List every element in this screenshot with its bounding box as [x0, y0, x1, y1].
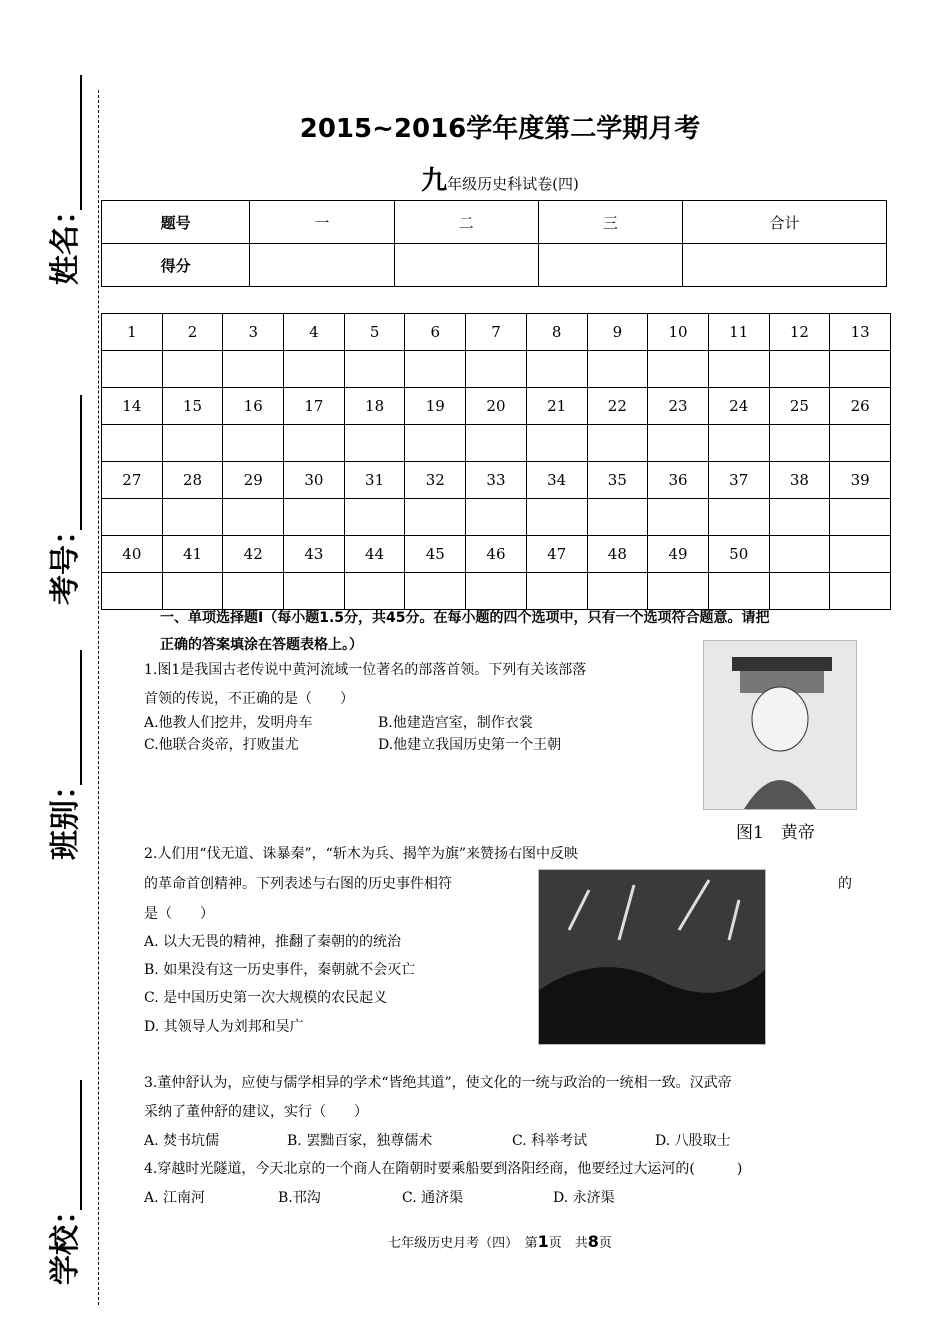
answer-number-cell: 35: [587, 462, 648, 499]
answer-number-cell: 3: [223, 314, 284, 351]
q3-option-b: B. 罢黜百家，独尊儒术: [287, 1133, 433, 1149]
answer-number-row: [102, 462, 891, 499]
answer-number-cell: 30: [284, 462, 345, 499]
answer-number-cell: 37: [708, 462, 769, 499]
grade-number: 九: [421, 166, 448, 196]
answer-number-cell: 38: [769, 462, 830, 499]
score-table: [101, 200, 887, 287]
score-table-header-row: [102, 201, 887, 244]
answer-blank-cell[interactable]: [102, 425, 163, 462]
class-label: 班别：: [48, 770, 83, 860]
answer-number-cell: 28: [162, 462, 223, 499]
answer-blank-cell[interactable]: [344, 499, 405, 536]
answer-blank-row: [102, 351, 891, 388]
q1-option-b: B.他建造宫室，制作衣裳: [378, 715, 533, 731]
score-cell-2[interactable]: [394, 244, 538, 287]
answer-number-cell: 48: [587, 536, 648, 573]
answer-blank-row: [102, 499, 891, 536]
exam-no-underline: [80, 395, 82, 530]
answer-blank-cell[interactable]: [769, 573, 830, 610]
answer-number-cell: 5: [344, 314, 405, 351]
answer-number-cell: 32: [405, 462, 466, 499]
answer-number-cell: 14: [102, 388, 163, 425]
answer-blank-cell[interactable]: [284, 499, 345, 536]
answer-blank-cell[interactable]: [466, 351, 527, 388]
q2-stem-line2: 的革命首创精神。下列表述与右图的历史事件相符: [144, 876, 452, 892]
answer-blank-cell[interactable]: [162, 573, 223, 610]
figure-2-uprising-scene: [538, 869, 766, 1045]
binding-dashed-line: [98, 90, 99, 1305]
answer-number-cell: 36: [648, 462, 709, 499]
answer-blank-cell[interactable]: [223, 351, 284, 388]
answer-number-cell: 16: [223, 388, 284, 425]
answer-number-cell: 27: [102, 462, 163, 499]
answer-number-cell: 6: [405, 314, 466, 351]
score-col-total: 合计: [683, 201, 887, 244]
page-title: 2015~2016学年度第二学期月考: [299, 114, 701, 144]
answer-number-cell: 45: [405, 536, 466, 573]
answer-blank-cell[interactable]: [223, 573, 284, 610]
answer-number-cell: 34: [526, 462, 587, 499]
answer-blank-cell[interactable]: [830, 351, 891, 388]
answer-blank-cell[interactable]: [405, 499, 466, 536]
school-label: 学校：: [48, 1195, 83, 1285]
answer-number-cell: 29: [223, 462, 284, 499]
footer-page-number: 1: [537, 1232, 549, 1251]
q3-option-c: C. 科举考试: [512, 1133, 588, 1149]
answer-blank-cell[interactable]: [587, 573, 648, 610]
answer-number-cell: 39: [830, 462, 891, 499]
q2-option-a: A. 以大无畏的精神，推翻了秦朝的的统治: [144, 934, 402, 950]
uprising-drawing: [539, 870, 765, 1044]
subtitle-rest: 年级历史科试卷(四): [447, 175, 579, 193]
q4-option-b: B.邗沟: [278, 1190, 321, 1206]
exam-no-label: 考号：: [48, 515, 83, 605]
answer-number-cell: 4: [284, 314, 345, 351]
answer-number-cell: 17: [284, 388, 345, 425]
answer-number-cell: 42: [223, 536, 284, 573]
answer-table: [101, 313, 891, 610]
answer-number-cell: 49: [648, 536, 709, 573]
answer-blank-cell[interactable]: [344, 351, 405, 388]
answer-number-cell: 40: [102, 536, 163, 573]
answer-number-cell: [830, 536, 891, 573]
footer-prefix: 七年级历史月考（四） 第: [388, 1236, 538, 1251]
answer-blank-cell[interactable]: [223, 425, 284, 462]
answer-blank-cell[interactable]: [708, 425, 769, 462]
answer-blank-cell[interactable]: [526, 351, 587, 388]
answer-number-cell: [769, 536, 830, 573]
answer-number-cell: 11: [708, 314, 769, 351]
answer-number-cell: 9: [587, 314, 648, 351]
answer-number-cell: 10: [648, 314, 709, 351]
answer-number-cell: 8: [526, 314, 587, 351]
answer-number-row: [102, 388, 891, 425]
answer-blank-cell[interactable]: [769, 499, 830, 536]
score-col-label: 题号: [102, 201, 250, 244]
answer-blank-row: [102, 573, 891, 610]
answer-number-cell: 23: [648, 388, 709, 425]
q3-stem-line1: 3.董仲舒认为，应使与儒学相异的学术“皆绝其道”，使文化的一统与政治的一统相一致。汉武帝: [144, 1075, 732, 1091]
answer-blank-cell[interactable]: [526, 499, 587, 536]
answer-number-cell: 43: [284, 536, 345, 573]
answer-blank-cell[interactable]: [405, 425, 466, 462]
section1-instructions-line2: 正确的答案填涂在答题表格上。）: [160, 637, 363, 653]
answer-number-cell: 24: [708, 388, 769, 425]
school-underline: [80, 1080, 82, 1210]
answer-blank-cell[interactable]: [102, 499, 163, 536]
answer-number-cell: 15: [162, 388, 223, 425]
answer-blank-cell[interactable]: [405, 573, 466, 610]
answer-blank-cell[interactable]: [587, 351, 648, 388]
answer-number-cell: 21: [526, 388, 587, 425]
answer-blank-cell[interactable]: [769, 351, 830, 388]
q2-option-c: C. 是中国历史第一次大规模的农民起义: [144, 990, 388, 1006]
answer-blank-cell[interactable]: [162, 351, 223, 388]
answer-blank-cell[interactable]: [587, 425, 648, 462]
answer-blank-cell[interactable]: [162, 499, 223, 536]
answer-blank-cell[interactable]: [648, 573, 709, 610]
answer-blank-cell[interactable]: [830, 499, 891, 536]
score-cell-3[interactable]: [538, 244, 682, 287]
answer-blank-cell[interactable]: [223, 499, 284, 536]
answer-number-cell: 50: [708, 536, 769, 573]
page-subtitle: [0, 160, 950, 197]
answer-blank-cell[interactable]: [708, 573, 769, 610]
answer-number-cell: 19: [405, 388, 466, 425]
answer-blank-row: [102, 425, 891, 462]
q1-option-d: D.他建立我国历史第一个王朝: [378, 737, 562, 753]
page-footer: [0, 1232, 950, 1251]
section1-instructions-line1: 一、单项选择题Ⅰ（每小题1.5分，共45分。在每小题的四个选项中，只有一个选项符合题意。请把: [160, 610, 770, 626]
answer-blank-cell[interactable]: [526, 425, 587, 462]
answer-number-cell: 18: [344, 388, 405, 425]
answer-number-cell: 26: [830, 388, 891, 425]
score-table-score-row: [102, 244, 887, 287]
answer-number-cell: 12: [769, 314, 830, 351]
q4-option-a: A. 江南河: [144, 1190, 206, 1206]
answer-blank-cell[interactable]: [344, 425, 405, 462]
score-cell-total[interactable]: [683, 244, 887, 287]
answer-blank-cell[interactable]: [405, 351, 466, 388]
score-row-label: 得分: [102, 244, 250, 287]
answer-blank-cell[interactable]: [344, 573, 405, 610]
answer-number-cell: 41: [162, 536, 223, 573]
q1-option-c: C.他联合炎帝，打败蚩尤: [144, 737, 299, 753]
answer-number-cell: 1: [102, 314, 163, 351]
score-cell-1[interactable]: [250, 244, 394, 287]
q1-stem-line1: 1.图1是我国古老传说中黄河流域一位著名的部落首领。下列有关该部落: [144, 662, 587, 678]
answer-blank-cell[interactable]: [648, 425, 709, 462]
answer-number-cell: 44: [344, 536, 405, 573]
q2-stem-line1: 2.人们用“伐无道、诛暴秦”，“斩木为兵、揭竿为旗”来赞扬右图中反映: [144, 846, 578, 862]
answer-blank-cell[interactable]: [466, 425, 527, 462]
answer-blank-cell[interactable]: [769, 425, 830, 462]
answer-blank-cell[interactable]: [526, 573, 587, 610]
answer-blank-cell[interactable]: [466, 499, 527, 536]
answer-number-row: [102, 536, 891, 573]
answer-number-cell: 7: [466, 314, 527, 351]
answer-blank-cell[interactable]: [708, 499, 769, 536]
footer-suffix: 页: [598, 1236, 612, 1251]
q3-option-d: D. 八股取士: [655, 1133, 731, 1149]
q4-option-d: D. 永济渠: [553, 1190, 615, 1206]
footer-mid: 页 共: [548, 1236, 588, 1251]
answer-number-cell: 2: [162, 314, 223, 351]
answer-blank-cell[interactable]: [284, 351, 345, 388]
score-col-3: 三: [538, 201, 682, 244]
answer-blank-cell[interactable]: [648, 351, 709, 388]
footer-total-pages: 8: [587, 1232, 599, 1251]
answer-blank-cell[interactable]: [708, 351, 769, 388]
figure-1-caption: 图1 黄帝: [736, 823, 815, 843]
answer-blank-cell[interactable]: [466, 573, 527, 610]
answer-number-cell: 22: [587, 388, 648, 425]
q1-option-a: A.他教人们挖井，发明舟车: [144, 715, 313, 731]
answer-blank-cell[interactable]: [284, 425, 345, 462]
answer-number-cell: 33: [466, 462, 527, 499]
answer-blank-cell[interactable]: [162, 425, 223, 462]
q2-option-d: D. 其领导人为刘邦和吴广: [144, 1019, 304, 1035]
answer-number-cell: 20: [466, 388, 527, 425]
answer-number-cell: 25: [769, 388, 830, 425]
q2-stem-line2-end: 的: [838, 876, 852, 892]
figure-1-huangdi-portrait: [703, 640, 857, 810]
answer-blank-cell[interactable]: [648, 499, 709, 536]
q4-option-c: C. 通济渠: [402, 1190, 464, 1206]
answer-number-cell: 13: [830, 314, 891, 351]
answer-blank-cell[interactable]: [830, 573, 891, 610]
name-label: 姓名：: [48, 195, 83, 285]
answer-blank-cell[interactable]: [102, 573, 163, 610]
answer-number-cell: 31: [344, 462, 405, 499]
portrait-drawing: [704, 641, 856, 809]
answer-blank-cell[interactable]: [830, 425, 891, 462]
q2-stem-line3: 是（ ）: [144, 906, 214, 922]
answer-blank-cell[interactable]: [102, 351, 163, 388]
q1-stem-line2: 首领的传说，不正确的是（ ）: [144, 691, 354, 707]
q2-option-b: B. 如果没有这一历史事件，秦朝就不会灭亡: [144, 962, 416, 978]
answer-number-cell: 46: [466, 536, 527, 573]
answer-number-cell: 47: [526, 536, 587, 573]
q4-stem-line1: 4.穿越时光隧道，今天北京的一个商人在隋朝时要乘船要到洛阳经商，他要经过大运河的( ): [144, 1161, 743, 1177]
class-underline: [80, 650, 82, 785]
q3-stem-line2: 采纳了董仲舒的建议，实行（ ）: [144, 1104, 368, 1120]
answer-blank-cell[interactable]: [587, 499, 648, 536]
score-col-2: 二: [394, 201, 538, 244]
score-col-1: 一: [250, 201, 394, 244]
answer-number-row: [102, 314, 891, 351]
answer-blank-cell[interactable]: [284, 573, 345, 610]
q3-option-a: A. 焚书坑儒: [144, 1133, 220, 1149]
